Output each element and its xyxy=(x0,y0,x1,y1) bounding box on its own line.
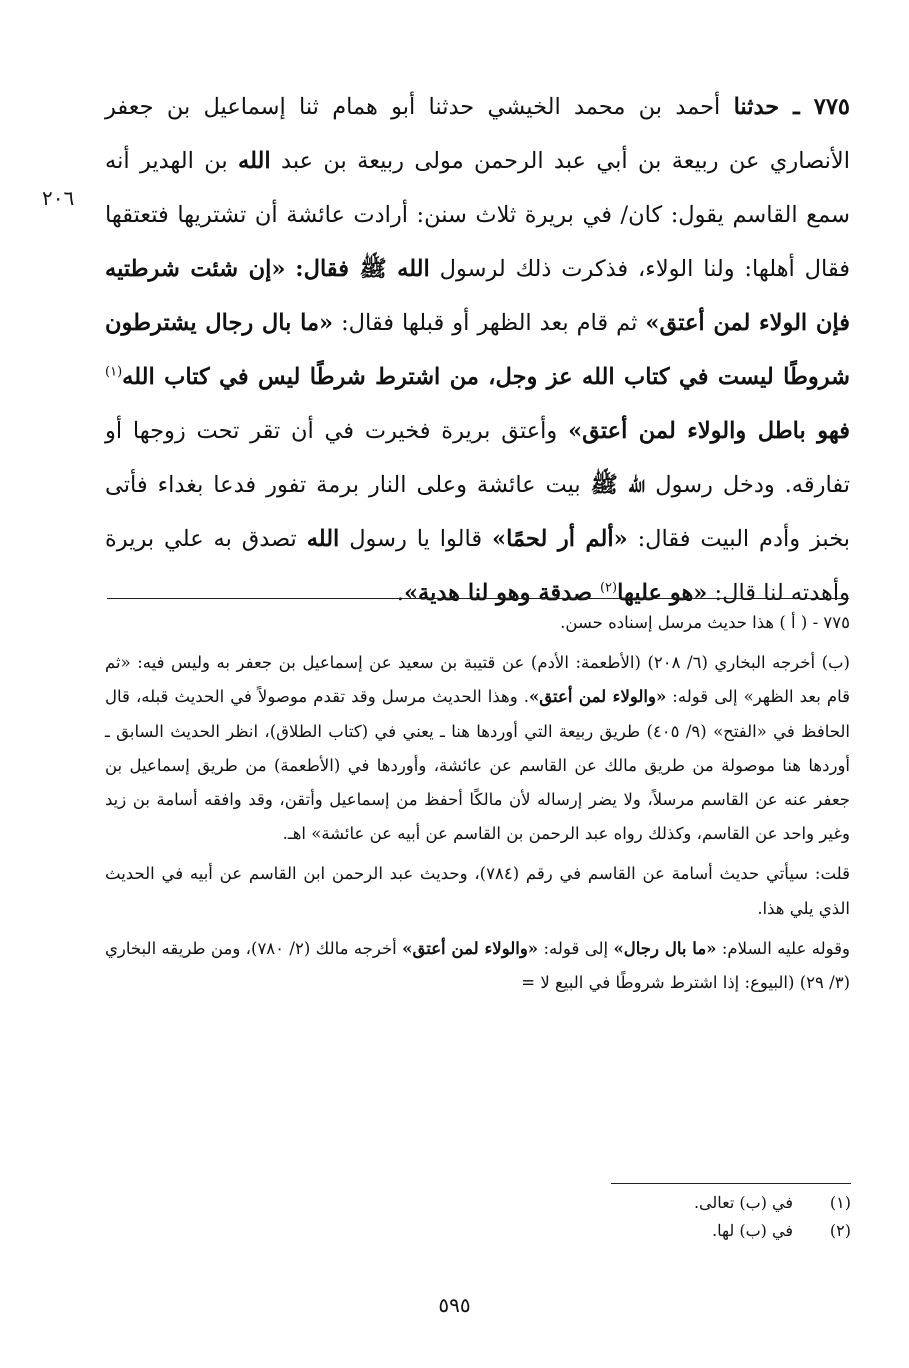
footnote-number: (٢) xyxy=(829,1221,851,1240)
footnote-text: في (ب) تعالى. xyxy=(693,1193,793,1212)
commentary-saying xyxy=(105,932,850,1000)
commentary-text: أخرجه مالك (٢/ ٧٨٠)، ومن طريقه البخاري (٣/ ٢٩) (البيوع: إذا اشترط شروطًا في البيع لا = xyxy=(105,938,850,993)
hadith-text-seg5: بيت عائشة وعلى النار برمة تفور فدعا بغداء فأتى بخبز وأدم البيت فقال: xyxy=(105,472,850,552)
prophetic-quote-4b: صدقة وهو لنا هدية» xyxy=(403,580,600,606)
hadith-text-seg1: أحمد بن محمد الخيشي حدثنا أبو همام ثنا إسماعيل بن جعفر الأنصاري عن ربيعة بن أبي عبد الرحمن مولى ربيعة بن عبد xyxy=(105,94,850,174)
divine-name-salutation: الله ﷺ فقال: xyxy=(295,256,430,282)
page-number: ٥٩٥ xyxy=(438,1293,471,1317)
commentary-takhrij xyxy=(105,646,850,851)
divine-name: الله xyxy=(238,148,271,174)
prophetic-quote-2a: «ما بال رجال يشترطون شروطًا ليست في كتاب الله عز وجل، من اشترط شرطًا ليس في كتاب الله xyxy=(105,310,850,390)
hadith-lead-word: حدثنا xyxy=(733,94,780,120)
footnotes xyxy=(106,1189,851,1245)
footnote-mark-2: (٢) xyxy=(599,580,618,596)
hadith-end-mark: . xyxy=(396,580,404,606)
commentary-text: إلى قوله: xyxy=(538,938,614,958)
hadith-text-seg7: تصدق به علي بريرة وأهدته لنا قال: xyxy=(105,526,850,606)
footnote-item xyxy=(106,1189,851,1217)
footnote-item xyxy=(106,1217,851,1245)
commentary-quote: «ما بال رجال» xyxy=(613,938,717,958)
commentary-text: . وهذا الحديث مرسل وقد تقدم موصولاً في الحديث قبله، قال الحافظ في «الفتح» (٩/ ٤٠٥) طريق ربيعة التي أوردها هنا ـ يعني في (كتاب الطلاق)، انظر الحديث السابق ـ أوردها هنا موصولة من طريق مالك عن القاسم عن عائشة، وأوردها في (الأطعمة) من طريق إسماعيل بن جعفر عنه عن القاسم مرسلاً، ولا يضر إرساله لأن مالكًا أحفظ من إسماعيل وأتقن، وقد وافقه أسامة بن زيد وغير واحد عن القاسم، وكذلك رواه عبد الرحمن بن القاسم عن أبيه عن عائشة» اهـ. xyxy=(105,687,850,844)
commentary-grading: ٧٧٥ - ( أ ) هذا حديث مرسل إسناده حسن. xyxy=(560,613,850,632)
commentary-quote: «والولاء لمن أعتق» xyxy=(528,687,667,707)
commentary-text: وقوله عليه السلام: xyxy=(716,938,850,958)
hadith-dash: ـ xyxy=(779,94,814,120)
commentary-remark: قلت: سيأتي حديث أسامة عن القاسم في رقم (٧٨٤)، وحديث عبد الرحمن ابن القاسم عن أبيه في الحديث الذي يلي هذا. xyxy=(105,864,850,918)
commentary xyxy=(105,606,850,1000)
divine-name-salutation-2: الله ﷺ xyxy=(590,472,646,498)
commentary-separator xyxy=(107,598,849,599)
footnote-text: في (ب) لها. xyxy=(712,1221,793,1240)
space xyxy=(285,256,295,282)
hadith-number: ٧٧٥ xyxy=(813,94,850,120)
hadith-text-seg3: ثم قام بعد الظهر أو قبلها فقال: xyxy=(333,310,646,336)
commentary-quote: «والولاء لمن أعتق» xyxy=(402,938,539,958)
hadith-text-seg4: وأعتق بريرة فخيرت في أن تقر تحت زوجها أو تفارقه. ودخل رسول xyxy=(105,418,850,498)
prophetic-quote-3: «ألم أر لحمًا» xyxy=(492,526,628,552)
commentary-text: (ب) أخرجه البخاري (٦/ ٢٠٨) (الأطعمة: الأدم) عن قتيبة بن سعيد عن إسماعيل بن جعفر به وليس فيه: «ثم قام بعد الظهر» إلى قوله: xyxy=(105,653,850,707)
divine-name-2: الله xyxy=(306,526,340,552)
footnote-mark-1: (١) xyxy=(105,364,123,380)
prophetic-quote-2b: فهو باطل والولاء لمن أعتق» xyxy=(568,418,850,444)
manuscript-folio-ref: ٢٠٦ xyxy=(42,186,75,210)
hadith-text-seg6: قالوا يا رسول xyxy=(339,526,492,552)
prophetic-quote-4a: «هو عليها xyxy=(617,580,708,606)
hadith-text-seg2: بن الهدير أنه سمع القاسم يقول: كان/ في بريرة ثلاث سنن: أرادت عائشة أن تشتريها فتعتقها فقال أهلها: ولنا الولاء، فذكرت ذلك لرسول xyxy=(105,148,850,282)
footnote-number: (١) xyxy=(829,1193,851,1212)
hadith-paragraph xyxy=(105,80,850,620)
footnote-separator xyxy=(611,1183,851,1184)
prophetic-quote-1: «إن شئت شرطتيه فإن الولاء لمن أعتق» xyxy=(105,256,850,336)
hadith-text xyxy=(105,80,850,620)
